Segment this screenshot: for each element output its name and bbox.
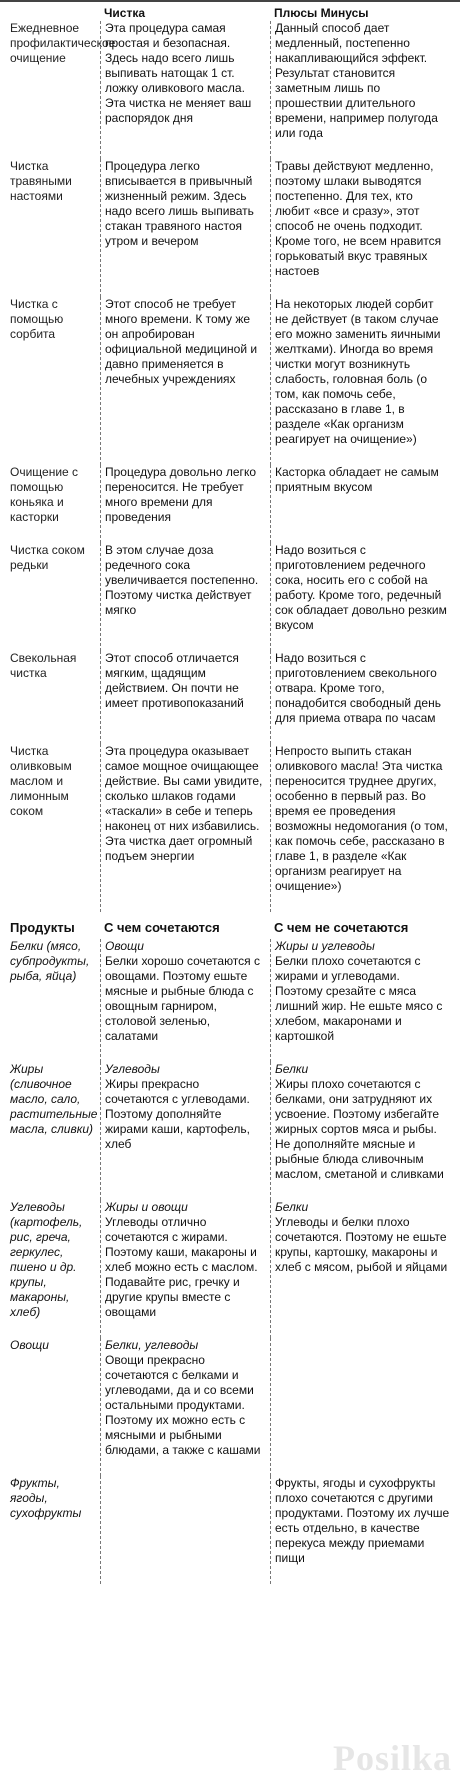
header-pros-cons: Плюсы Минусы <box>274 6 369 20</box>
food-row3-combines-title: Жиры и овощи <box>105 1200 188 1214</box>
header-products: Продукты <box>10 920 75 935</box>
header-not-combines: С чем не сочетаются <box>274 920 409 935</box>
food-row4-combines <box>100 1338 270 1476</box>
food-row2-not-text: Жиры плохо сочетаются с белками, они затрудняют их усвоение. Поэтому избегайте жирных сортов мяса и рыбы. Не дополняйте мясные и рыбные блюда сливочным маслом, сметаной и сливками <box>275 1077 444 1181</box>
row6-pros-cons: Надо возиться с приготовлением свекольного отвара. Кроме того, понадобится свободный день для приема отвара по часам <box>270 651 454 744</box>
food-row3-not <box>270 1200 454 1338</box>
food-row3-not-text: Углеводы и белки плохо сочетаются. Поэтому не ешьте крупы, картошку, макароны и хлеб с мясом, рыбой и яйцами <box>275 1215 448 1274</box>
row6-description: Этот способ отличается мягким, щадящим действием. Он почти не имеет противопоказаний <box>100 651 270 744</box>
food-row2-product: Жиры (сливочное масло, сало, растительные масла, сливки) <box>10 1062 98 1136</box>
cleansing-table <box>6 6 454 912</box>
food-row4-not <box>270 1338 454 1476</box>
food-row5-combines <box>100 1476 270 1584</box>
header-method <box>6 6 100 21</box>
food-table <box>6 939 454 1584</box>
row2-method: Чистка травяными настоями <box>10 159 72 203</box>
food-row4-product: Овощи <box>10 1338 49 1352</box>
row2-description: Процедура легко вписывается в привычный жизненный режим. Здесь надо всего лишь выпивать стакан травяного настоя утром и вечером <box>100 159 270 297</box>
food-row1-not-title: Жиры и углеводы <box>275 939 375 953</box>
watermark-logo: Posilka <box>332 1738 452 1778</box>
food-row5-product: Фрукты, ягоды, сухофрукты <box>10 1476 82 1520</box>
food-row4-combines-title: Белки, углеводы <box>105 1338 199 1352</box>
row7-pros-cons: Непросто выпить стакан оливкового масла! Эта чистка переносится труднее других, особенно в первый раз. Во время ее проведения возможны недомогания (о том, как помочь себе, рассказано в главе 1, в разделе «Как организм реагирует на очищение») <box>270 744 454 912</box>
food-row3-product: Углеводы (картофель, рис, греча, геркулес, пшено и др. крупы, макароны, хлеб) <box>10 1200 83 1319</box>
row3-description: Этот способ не требует много времени. К тому же он апробирован официальной медициной и давно применяется в лечебных учреждениях <box>100 297 270 465</box>
food-row2-combines-title: Углеводы <box>105 1062 160 1076</box>
row7-description: Эта процедура оказывает самое мощное очищающее действие. Вы сами увидите, сколько шлаков годами «таскали» в себе и теперь наконец от них избавились. Эта чистка дает огромный подъем энергии <box>100 744 270 912</box>
row1-pros-cons: Данный способ дает медленный, постепенно накапливающийся эффект. Результат становится заметным лишь по прошествии длительного времени, например полугода или года <box>270 21 454 159</box>
food-row2-not <box>270 1062 454 1200</box>
food-row2-combines-text: Жиры прекрасно сочетаются с углеводами. Поэтому дополняйте жирами каши, картофель, хлеб <box>105 1077 250 1151</box>
food-row2-combines <box>100 1062 270 1200</box>
row4-description: Процедура довольно легко переносится. Не требует много времени для проведения <box>100 465 270 543</box>
food-row1-combines <box>100 939 270 1062</box>
top-rule <box>0 0 460 2</box>
food-table-header <box>6 920 454 939</box>
row1-description: Эта процедура самая простая и безопасная. Здесь надо всего лишь выпивать натощак 1 ст. ложку оливкового масла. Эта чистка не меняет ваш распорядок дня <box>100 21 270 159</box>
food-row1-combines-title: Овощи <box>105 939 144 953</box>
food-row1-not <box>270 939 454 1062</box>
row3-pros-cons: На некоторых людей сорбит не действует (в таком случае его можно заменить яичными желтками). Иногда во время чистки могут возникнуть слабость, головная боль (о том, как помочь себе, рассказано в главе 1, в разделе «Как организм реагирует на очищение») <box>270 297 454 465</box>
food-row3-combines <box>100 1200 270 1338</box>
row4-method: Очищение с помощью коньяка и касторки <box>10 465 79 524</box>
row2-pros-cons: Травы действуют медленно, поэтому шлаки выводятся постепенно. Для тех, кто любит «все и сразу», этот способ не очень подходит. Кроме того, не всем нравится горьковатый вкус травяных настоев <box>270 159 454 297</box>
food-row3-not-title: Белки <box>275 1200 309 1214</box>
food-row1-combines-text: Белки хорошо сочетаются с овощами. Поэтому ешьте мясные и рыбные блюда с овощным гарниром, столовой зеленью, салатами <box>105 954 260 1043</box>
header-cleansing: Чистка <box>104 6 146 20</box>
section-gap <box>6 912 454 920</box>
row7-method: Чистка оливковым маслом и лимонным соком <box>10 744 72 818</box>
header-combines: С чем сочетаются <box>104 920 220 935</box>
row6-method: Свекольная чистка <box>10 651 77 680</box>
row3-method: Чистка с помощью сорбита <box>10 297 64 341</box>
food-row5-not <box>270 1476 454 1584</box>
row1-method: Ежедневное профилактическое очищение <box>10 21 116 65</box>
row4-pros-cons: Касторка обладает не самым приятным вкусом <box>270 465 454 543</box>
row5-description: В этом случае доза редечного сока увеличивается постепенно. Поэтому чистка действует мягко <box>100 543 270 651</box>
row5-method: Чистка соком редьки <box>10 543 85 572</box>
food-row1-not-text: Белки плохо сочетаются с жирами и углеводами. Поэтому срезайте с мяса лишний жир. Не ешьте мясо с хлебом, макаронами и картошкой <box>275 954 443 1043</box>
food-row1-product: Белки (мясо, субпродукты, рыба, яйца) <box>10 939 90 983</box>
food-row2-not-title: Белки <box>275 1062 309 1076</box>
row5-pros-cons: Надо возиться с приготовлением редечного сока, носить его с собой на работу. Кроме того, редечный сок обладает довольно резким вкусом <box>270 543 454 651</box>
food-row3-combines-text: Углеводы отлично сочетаются с жирами. Поэтому каши, макароны и хлеб можно есть с маслом. Подавайте рис, гречку и другие крупы вместе с овощами <box>105 1215 258 1319</box>
food-row4-combines-text: Овощи прекрасно сочетаются с белками и углеводами, да и со всеми остальными продуктами. Поэтому их можно есть с мясными и рыбными блюдами, а также с кашами <box>105 1353 261 1457</box>
food-row5-not-text: Фрукты, ягоды и сухофрукты плохо сочетаются с другими продуктами. Поэтому их лучше есть отдельно, в качестве перекуса между приемами пищи <box>275 1476 450 1565</box>
